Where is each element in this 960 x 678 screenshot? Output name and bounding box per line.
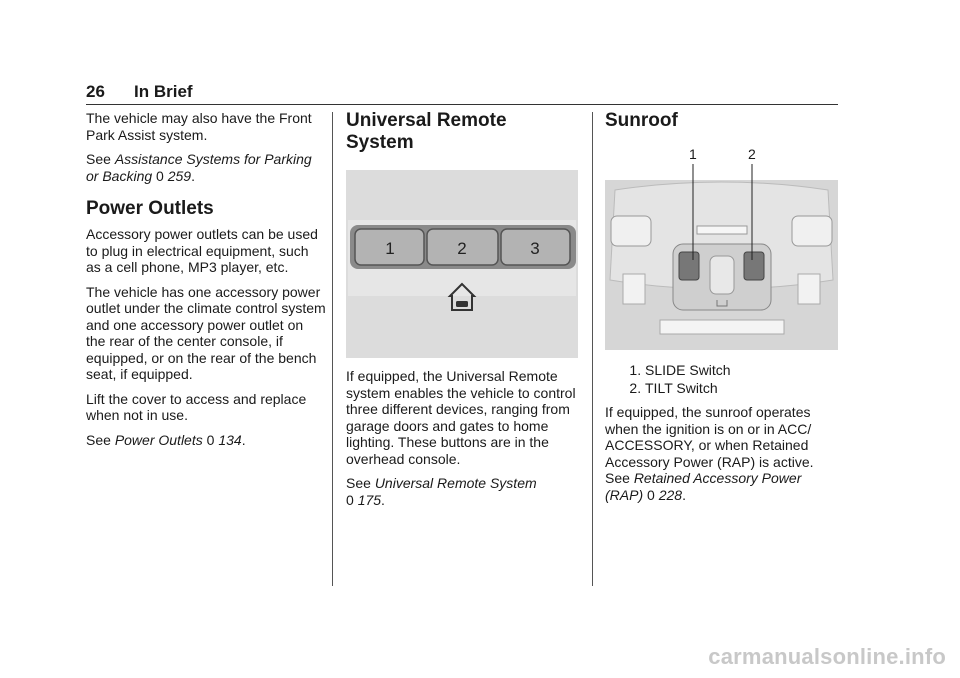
remote-button-3: 3	[530, 239, 540, 258]
reference-link[interactable]: Retained Accessory Power (RAP)	[605, 470, 802, 503]
power-outlets-p1: Accessory power outlets can be used to plug in electrical equipment, such as a cell phone, MP3 player, etc.	[86, 226, 318, 275]
universal-remote-text: If equipped, the Universal Remote system enables the vehicle to control three different devices, ranging from garage doors and gates to home lighting. These buttons are in the overhead console.	[346, 368, 576, 467]
see-reference: See Power Outlets 0 134.	[86, 431, 246, 448]
caption-item: 2. TILT Switch	[645, 380, 838, 397]
page-arrow-icon: 0	[156, 167, 164, 184]
section-title: In Brief	[134, 82, 193, 101]
sunroof-heading: Sunroof	[605, 110, 678, 131]
reference-page: 175	[357, 491, 382, 508]
page-arrow-icon: 0	[346, 491, 354, 508]
column-middle	[346, 110, 578, 516]
caption-item: 1. SLIDE Switch	[645, 362, 838, 379]
reference-page: 259	[167, 167, 192, 184]
reference-link[interactable]: Power Outlets	[114, 431, 203, 448]
power-outlets-p2: The vehicle has one accessory power outlet under the climate control system and one accessory power outlet on the rear of the center console, if equipped, or on the rear of the bench seat, if equipped.	[86, 283, 326, 382]
page-arrow-icon: 0	[206, 431, 215, 448]
watermark: carmanualsonline.info	[708, 644, 946, 669]
reference-link[interactable]: Assistance Systems for Parking or Backing	[86, 151, 312, 184]
reference-link[interactable]: Universal Remote System	[374, 475, 537, 491]
column-divider	[332, 112, 333, 586]
reference-page: 134	[218, 431, 242, 448]
universal-remote-drawing	[346, 170, 578, 358]
page-arrow-icon: 0	[647, 486, 655, 503]
column-right	[605, 110, 838, 503]
page-header	[86, 82, 838, 105]
universal-remote-heading: Universal Remote System	[346, 110, 507, 153]
power-outlets-p3: Lift the cover to access and replace when not in use.	[86, 390, 307, 423]
see-reference: See Assistance Systems for Parking or Backing 0 259.	[86, 151, 312, 184]
sunroof-text: If equipped, the sunroof operates when the ignition is on or in ACC/ ACCESSORY, or when Retained Accessory Power (RAP) is active. See Retained Accessory Power (RAP) 0 228.	[605, 404, 814, 503]
page-number: 26	[86, 82, 105, 101]
universal-remote-illustration	[346, 170, 578, 358]
park-assist-text: The vehicle may also have the Front Park Assist system.	[86, 110, 312, 143]
callout-2: 2	[748, 146, 756, 162]
column-divider	[592, 112, 593, 586]
column-left	[86, 110, 326, 456]
remote-button-2: 2	[457, 239, 467, 258]
remote-button-1: 1	[385, 239, 395, 258]
callout-1: 1	[689, 146, 697, 162]
power-outlets-heading: Power Outlets	[86, 198, 214, 219]
callout-lines	[605, 140, 838, 260]
see-reference: See Universal Remote System 0 175.	[346, 475, 537, 508]
reference-page: 228	[658, 486, 683, 503]
sunroof-figure	[605, 140, 838, 350]
switch-caption-list	[605, 362, 838, 396]
